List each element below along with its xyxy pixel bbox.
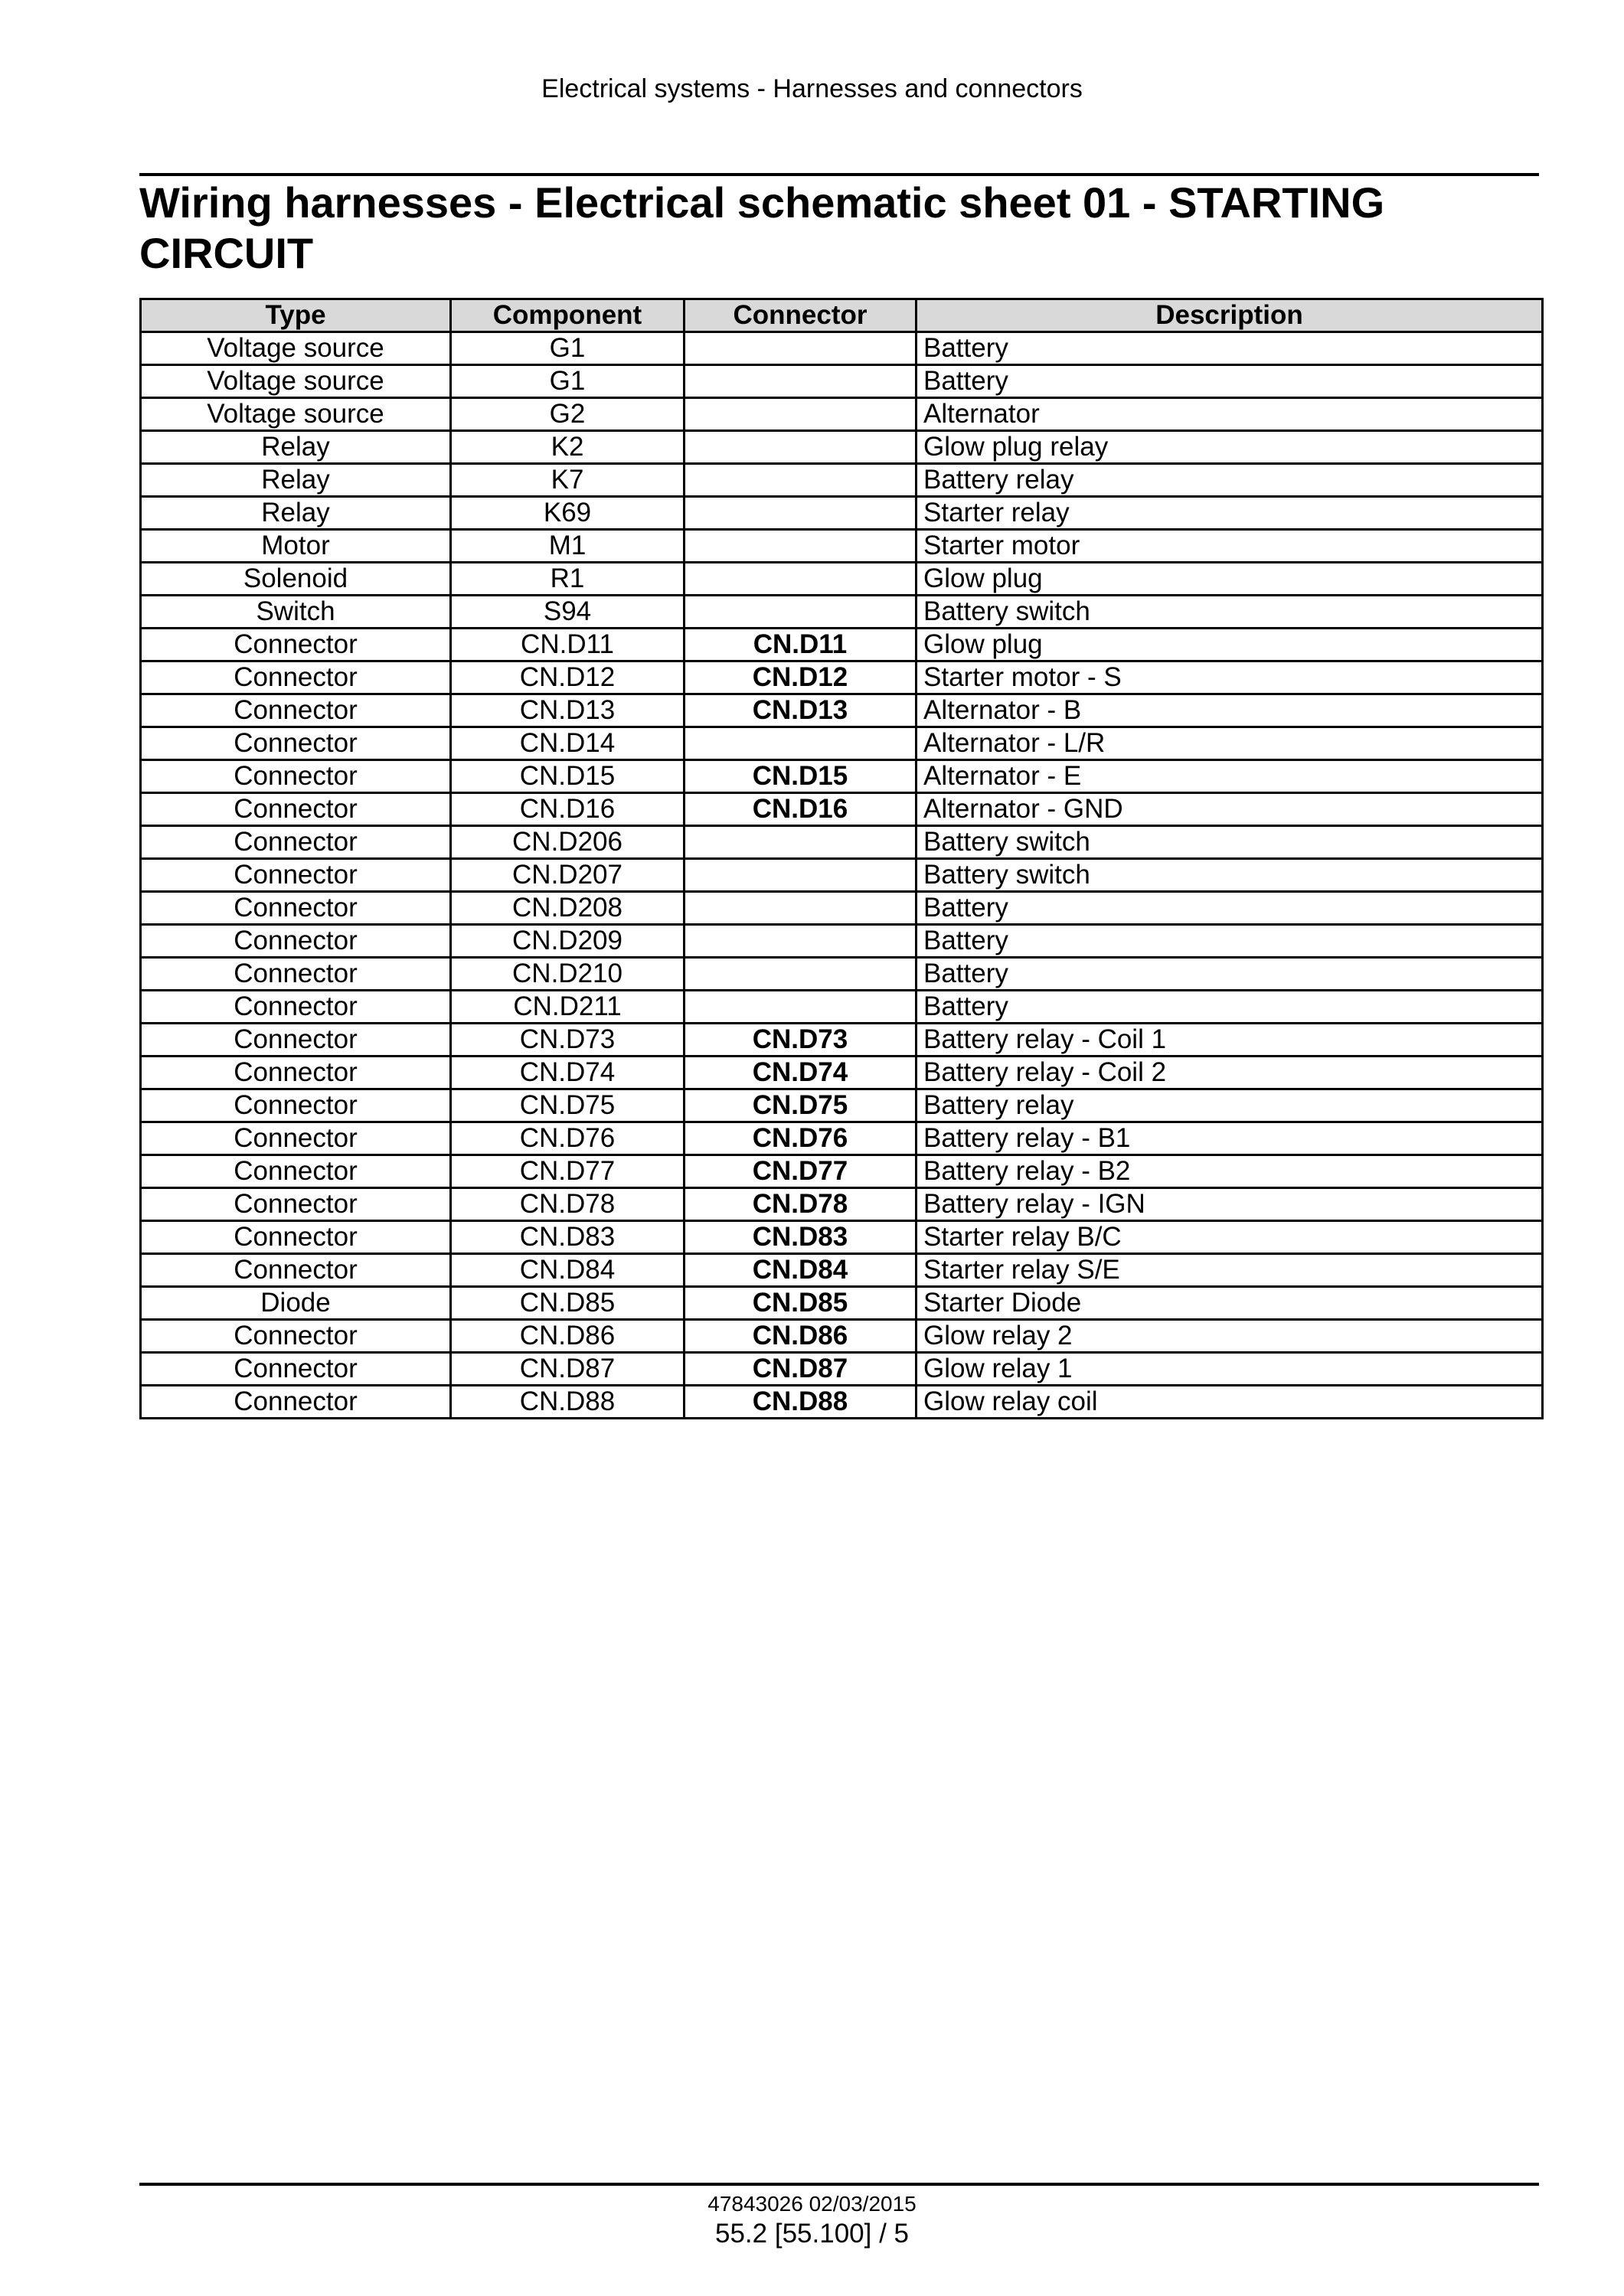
cell-type: Voltage source	[141, 398, 451, 431]
table-row	[141, 1386, 1543, 1419]
cell-component: CN.D13	[451, 694, 685, 727]
cell-type: Connector	[141, 1353, 451, 1386]
components-table	[139, 298, 1544, 1419]
cell-component: S94	[451, 596, 685, 629]
running-header: Electrical systems - Harnesses and connectors	[541, 74, 1083, 103]
cell-description: Battery relay - Coil 2	[917, 1057, 1543, 1089]
cell-connector: CN.D74	[685, 1057, 917, 1089]
cell-component: G1	[451, 332, 685, 365]
cell-connector: CN.D86	[685, 1320, 917, 1353]
cell-type: Connector	[141, 1089, 451, 1122]
table-row	[141, 1287, 1543, 1320]
cell-type: Connector	[141, 661, 451, 694]
cell-connector	[685, 925, 917, 958]
table-row	[141, 694, 1543, 727]
table-row	[141, 1320, 1543, 1353]
cell-type: Relay	[141, 464, 451, 497]
cell-component: G1	[451, 365, 685, 398]
cell-connector	[685, 464, 917, 497]
cell-connector	[685, 958, 917, 991]
cell-description: Battery relay - Coil 1	[917, 1024, 1543, 1057]
cell-description: Battery relay - B1	[917, 1122, 1543, 1155]
cell-connector: CN.D76	[685, 1122, 917, 1155]
cell-type: Connector	[141, 1386, 451, 1419]
table-row	[141, 925, 1543, 958]
cell-connector: CN.D75	[685, 1089, 917, 1122]
cell-description: Battery switch	[917, 859, 1543, 892]
cell-description: Battery relay - IGN	[917, 1188, 1543, 1221]
cell-component: R1	[451, 563, 685, 596]
cell-connector	[685, 727, 917, 760]
cell-component: CN.D85	[451, 1287, 685, 1320]
cell-type: Voltage source	[141, 332, 451, 365]
cell-component: CN.D78	[451, 1188, 685, 1221]
cell-component: K2	[451, 431, 685, 464]
cell-type: Connector	[141, 694, 451, 727]
cell-type: Connector	[141, 1254, 451, 1287]
cell-type: Connector	[141, 1320, 451, 1353]
cell-description: Battery switch	[917, 596, 1543, 629]
table-row	[141, 793, 1543, 826]
cell-type: Relay	[141, 497, 451, 530]
page-number: 55.2 [55.100] / 5	[715, 2219, 909, 2249]
cell-component: CN.D15	[451, 760, 685, 793]
cell-connector: CN.D83	[685, 1221, 917, 1254]
cell-component: CN.D84	[451, 1254, 685, 1287]
table-row	[141, 1089, 1543, 1122]
cell-description: Battery relay	[917, 464, 1543, 497]
table-row	[141, 464, 1543, 497]
cell-type: Connector	[141, 958, 451, 991]
cell-component: G2	[451, 398, 685, 431]
table-row	[141, 727, 1543, 760]
table-row	[141, 530, 1543, 563]
cell-component: CN.D83	[451, 1221, 685, 1254]
table-row	[141, 760, 1543, 793]
cell-component: K7	[451, 464, 685, 497]
table-body	[141, 332, 1543, 1419]
cell-type: Switch	[141, 596, 451, 629]
cell-component: CN.D76	[451, 1122, 685, 1155]
cell-description: Starter motor	[917, 530, 1543, 563]
cell-component: CN.D210	[451, 958, 685, 991]
cell-type: Connector	[141, 760, 451, 793]
cell-type: Connector	[141, 1221, 451, 1254]
cell-description: Battery switch	[917, 826, 1543, 859]
table-row	[141, 892, 1543, 925]
cell-component: CN.D11	[451, 629, 685, 661]
cell-component: CN.D206	[451, 826, 685, 859]
table-row	[141, 398, 1543, 431]
cell-connector: CN.D77	[685, 1155, 917, 1188]
header-rule	[139, 173, 1539, 176]
cell-component: CN.D207	[451, 859, 685, 892]
cell-connector: CN.D13	[685, 694, 917, 727]
cell-type: Diode	[141, 1287, 451, 1320]
cell-type: Connector	[141, 629, 451, 661]
cell-description: Battery	[917, 332, 1543, 365]
column-header-description: Description	[917, 299, 1543, 332]
cell-component: CN.D88	[451, 1386, 685, 1419]
cell-component: CN.D208	[451, 892, 685, 925]
cell-description: Battery	[917, 925, 1543, 958]
cell-type: Voltage source	[141, 365, 451, 398]
cell-connector: CN.D11	[685, 629, 917, 661]
cell-connector: CN.D87	[685, 1353, 917, 1386]
cell-type: Connector	[141, 1122, 451, 1155]
cell-type: Connector	[141, 859, 451, 892]
cell-type: Connector	[141, 727, 451, 760]
table-row	[141, 958, 1543, 991]
table-row	[141, 1221, 1543, 1254]
document-id: 47843026 02/03/2015	[707, 2192, 917, 2216]
cell-description: Glow plug	[917, 563, 1543, 596]
cell-type: Connector	[141, 892, 451, 925]
cell-description: Alternator - GND	[917, 793, 1543, 826]
cell-connector	[685, 563, 917, 596]
column-header-type: Type	[141, 299, 451, 332]
cell-description: Glow relay 2	[917, 1320, 1543, 1353]
table-row	[141, 596, 1543, 629]
cell-type: Connector	[141, 991, 451, 1024]
cell-description: Battery	[917, 892, 1543, 925]
cell-description: Glow relay coil	[917, 1386, 1543, 1419]
cell-description: Glow relay 1	[917, 1353, 1543, 1386]
table-row	[141, 365, 1543, 398]
cell-connector: CN.D88	[685, 1386, 917, 1419]
cell-description: Glow plug relay	[917, 431, 1543, 464]
table-row	[141, 1353, 1543, 1386]
cell-description: Starter relay S/E	[917, 1254, 1543, 1287]
table-row	[141, 563, 1543, 596]
cell-type: Motor	[141, 530, 451, 563]
table-row	[141, 332, 1543, 365]
cell-connector	[685, 530, 917, 563]
cell-description: Battery	[917, 991, 1543, 1024]
cell-connector	[685, 596, 917, 629]
table-row	[141, 1122, 1543, 1155]
cell-connector: CN.D78	[685, 1188, 917, 1221]
cell-component: CN.D74	[451, 1057, 685, 1089]
table-row	[141, 629, 1543, 661]
cell-connector: CN.D15	[685, 760, 917, 793]
cell-connector	[685, 892, 917, 925]
table-row	[141, 859, 1543, 892]
table-row	[141, 497, 1543, 530]
cell-description: Starter motor - S	[917, 661, 1543, 694]
table-row	[141, 1024, 1543, 1057]
cell-connector	[685, 991, 917, 1024]
cell-component: K69	[451, 497, 685, 530]
table-row	[141, 431, 1543, 464]
cell-connector	[685, 859, 917, 892]
cell-description: Alternator	[917, 398, 1543, 431]
cell-connector	[685, 826, 917, 859]
cell-component: CN.D77	[451, 1155, 685, 1188]
cell-description: Alternator - E	[917, 760, 1543, 793]
table-row	[141, 1155, 1543, 1188]
cell-connector	[685, 365, 917, 398]
cell-description: Battery relay - B2	[917, 1155, 1543, 1188]
cell-description: Starter Diode	[917, 1287, 1543, 1320]
table-row	[141, 1254, 1543, 1287]
cell-type: Solenoid	[141, 563, 451, 596]
cell-component: CN.D12	[451, 661, 685, 694]
cell-type: Connector	[141, 793, 451, 826]
cell-component: CN.D14	[451, 727, 685, 760]
cell-description: Battery	[917, 365, 1543, 398]
column-header-connector: Connector	[685, 299, 917, 332]
table-row	[141, 1188, 1543, 1221]
cell-type: Connector	[141, 925, 451, 958]
cell-component: CN.D16	[451, 793, 685, 826]
cell-connector: CN.D85	[685, 1287, 917, 1320]
cell-type: Connector	[141, 1155, 451, 1188]
cell-component: CN.D75	[451, 1089, 685, 1122]
cell-description: Starter relay	[917, 497, 1543, 530]
table-row	[141, 991, 1543, 1024]
footer-rule	[139, 2183, 1539, 2186]
cell-connector	[685, 497, 917, 530]
cell-connector: CN.D12	[685, 661, 917, 694]
cell-type: Connector	[141, 1024, 451, 1057]
cell-connector	[685, 332, 917, 365]
cell-type: Relay	[141, 431, 451, 464]
column-header-component: Component	[451, 299, 685, 332]
cell-component: CN.D87	[451, 1353, 685, 1386]
table-row	[141, 826, 1543, 859]
cell-description: Alternator - L/R	[917, 727, 1543, 760]
cell-component: CN.D86	[451, 1320, 685, 1353]
cell-connector: CN.D16	[685, 793, 917, 826]
cell-type: Connector	[141, 1188, 451, 1221]
cell-type: Connector	[141, 1057, 451, 1089]
page-title: Wiring harnesses - Electrical schematic sheet 01 - STARTING CIRCUIT	[139, 178, 1385, 277]
cell-connector: CN.D73	[685, 1024, 917, 1057]
cell-connector	[685, 431, 917, 464]
cell-description: Starter relay B/C	[917, 1221, 1543, 1254]
cell-component: CN.D211	[451, 991, 685, 1024]
cell-description: Glow plug	[917, 629, 1543, 661]
table-row	[141, 661, 1543, 694]
cell-description: Alternator - B	[917, 694, 1543, 727]
cell-connector	[685, 398, 917, 431]
cell-component: M1	[451, 530, 685, 563]
table-header-row	[141, 299, 1543, 332]
cell-component: CN.D73	[451, 1024, 685, 1057]
cell-description: Battery	[917, 958, 1543, 991]
cell-connector: CN.D84	[685, 1254, 917, 1287]
cell-component: CN.D209	[451, 925, 685, 958]
table-row	[141, 1057, 1543, 1089]
cell-type: Connector	[141, 826, 451, 859]
cell-description: Battery relay	[917, 1089, 1543, 1122]
